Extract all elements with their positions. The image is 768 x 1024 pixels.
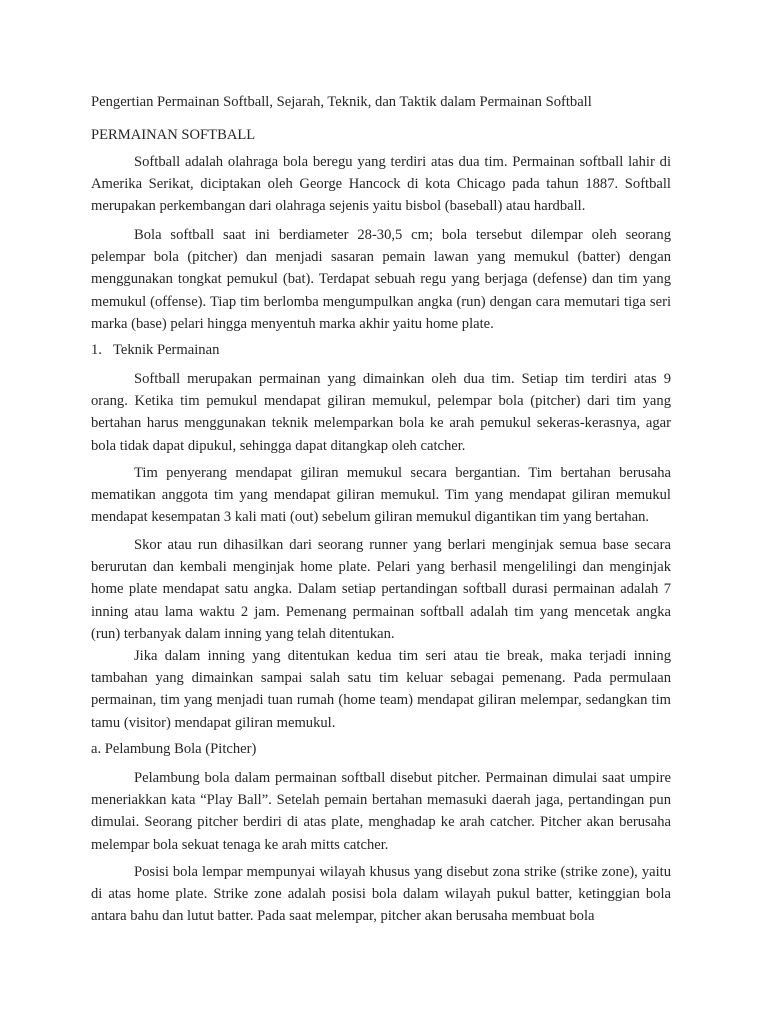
numbered-list-item [91,339,671,361]
document-title: Pengertian Permainan Softball, Sejarah, Teknik, dan Taktik dalam Permainan Softball [91,94,592,110]
list-label: Teknik Permainan [113,342,220,358]
paragraph: Jika dalam inning yang ditentukan kedua tim seri atau tie break, maka terjadi inning tambahan yang dimainkan sampai salah satu tim keluar sebagai pemenang. Pada permulaan permainan, tim yang menjadi tuan rumah (home team) mendapat giliran melempar, sedangkan tim tamu (visitor) mendapat giliran memukul. [91,648,671,731]
paragraph: Softball merupakan permainan yang dimainkan oleh dua tim. Setiap tim terdiri atas 9 orang. Ketika tim pemukul mendapat giliran memukul, pelempar bola (pitcher) dari tim yang bertahan harus menggunakan teknik melemparkan bola ke arah pemukul sekeras-kerasnya, agar bola tidak dapat dipukul, sehingga dapat ditangkap oleh catcher. [91,371,671,454]
section-heading: PERMAINAN SOFTBALL [91,127,256,143]
paragraph: Pelambung bola dalam permainan softball disebut pitcher. Permainan dimulai saat umpire meneriakkan kata “Play Ball”. Setelah pemain bertahan memasuki daerah jaga, pertandingan pun dimulai. Seorang pitcher berdiri di atas plate, menghadap ke arah catcher. Pitcher akan berusaha melempar bola sekuat tenaga ke arah mitts catcher. [91,770,671,853]
subheading: a. Pelambung Bola (Pitcher) [91,741,257,757]
list-number: 1. [91,342,102,358]
paragraph: Posisi bola lempar mempunyai wilayah khusus yang disebut zona strike (strike zone), yaitu di atas home plate. Strike zone adalah posisi bola dalam wilayah pukul batter, ketinggian bola antara bahu dan lutut batter. Pada saat melempar, pitcher akan berusaha membuat bola [91,864,671,925]
paragraph: Softball adalah olahraga bola beregu yang terdiri atas dua tim. Permainan softball lahir di Amerika Serikat, diciptakan oleh George Hancock di kota Chicago pada tahun 1887. Softball merupakan perkembangan dari olahraga sejenis yaitu bisbol (baseball) atau hardball. [91,154,671,215]
paragraph: Tim penyerang mendapat giliran memukul secara bergantian. Tim bertahan berusaha mematikan anggota tim yang mendapat giliran memukul. Tim yang mendapat giliran memukul mendapat kesempatan 3 kali mati (out) sebelum giliran memukul digantikan tim yang bertahan. [91,465,671,526]
paragraph: Bola softball saat ini berdiameter 28-30,5 cm; bola tersebut dilempar oleh seorang pelempar bola (pitcher) dan menjadi sasaran pemain lawan yang memukul (batter) dengan menggunakan tongkat pemukul (bat). Terdapat sebuah regu yang berjaga (defense) dan tim yang memukul (offense). Tiap tim berlomba mengumpulkan angka (run) dengan cara memutari tiga seri marka (base) pelari hingga menyentuh marka akhir yaitu home plate. [91,227,671,332]
paragraph: Skor atau run dihasilkan dari seorang runner yang berlari menginjak semua base secara berurutan dan kembali menginjak home plate. Pelari yang berhasil mengelilingi dan menginjak home plate mendapat satu angka. Dalam setiap pertandingan softball durasi permainan adalah 7 inning atau lama waktu 2 jam. Pemenang permainan softball adalah tim yang mencetak angka (run) terbanyak dalam inning yang telah ditentukan. [91,537,671,642]
